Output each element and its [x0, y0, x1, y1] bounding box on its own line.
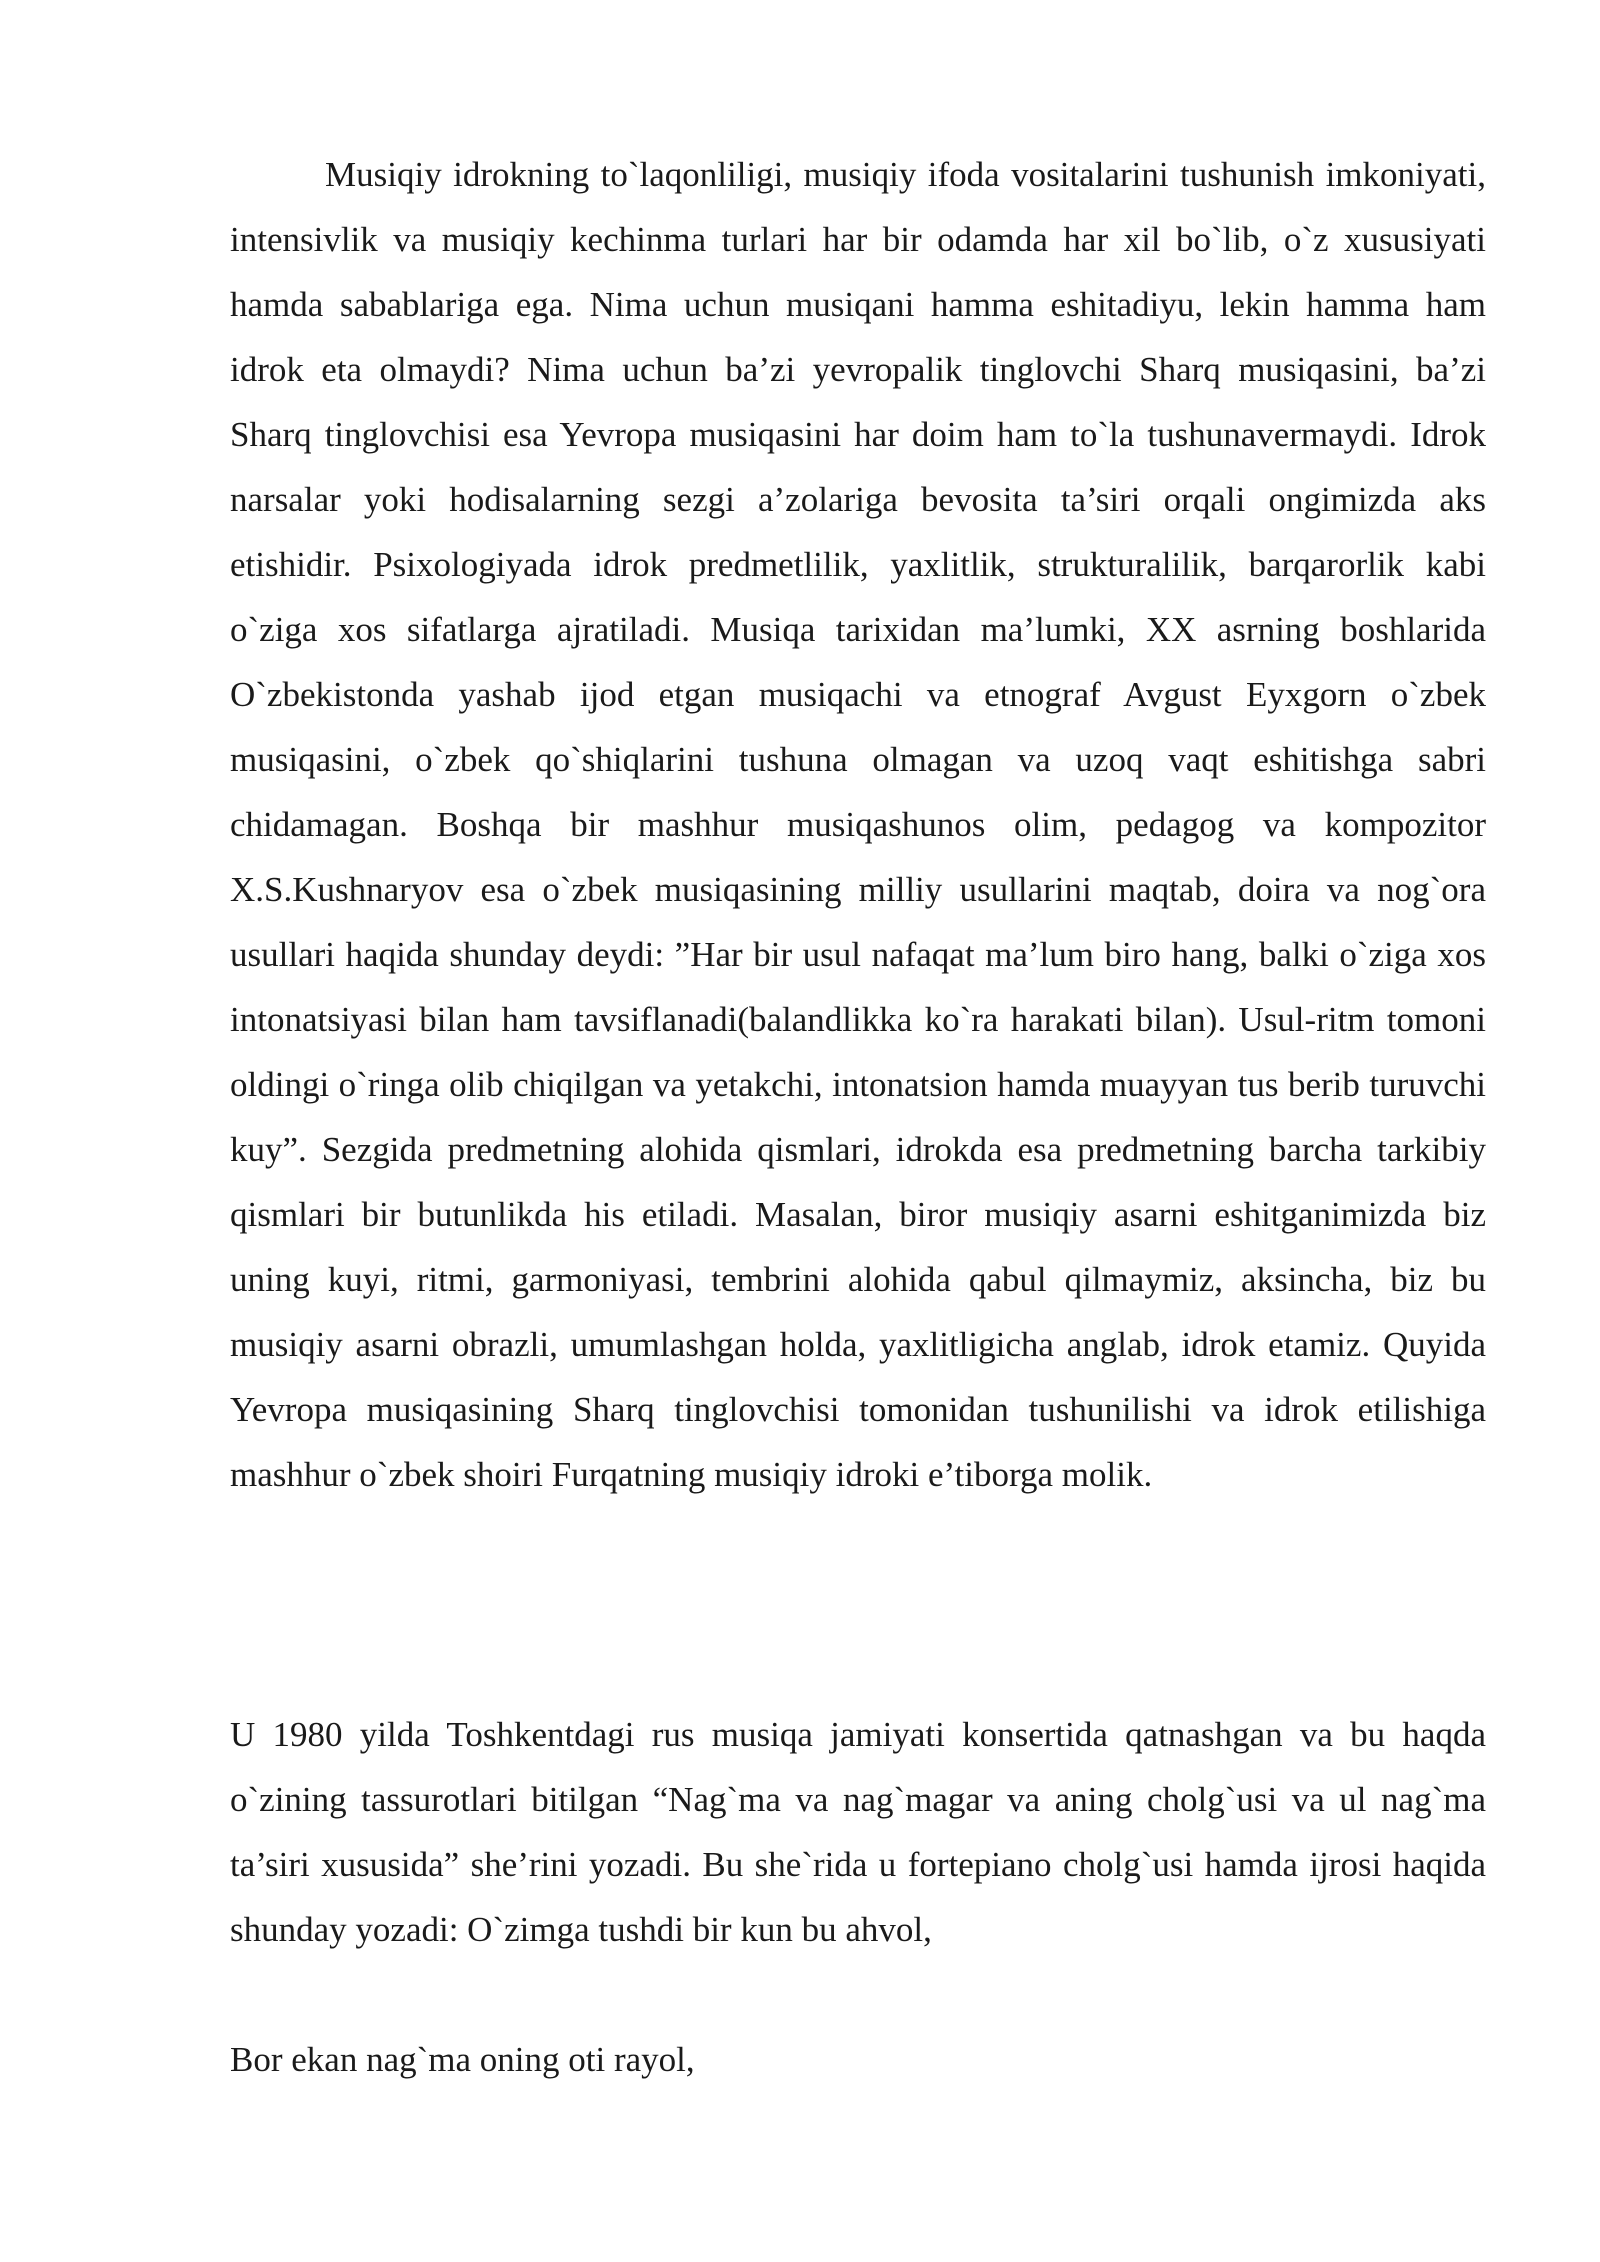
verse-line: Bor ekan nag`ma oning oti rayol, [230, 2040, 695, 2079]
body-paragraph-1: Musiqiy idrokning to`laqonliligi, musiqiy ifoda vositalarini tushunish imkoniyati, intensivlik va musiqiy kechinma turlari har bir odamda har xil bo`lib, o`z xususiyati hamda sabablariga ega. Nima uchun musiqani hamma eshitadiyu, lekin hamma ham idrok eta olmaydi? Nima uchun ba’zi yevropalik tinglovchi Sharq musiqasini, ba’zi Sharq tinglovchisi esa Yevropa musiqasini har doim ham to`la tushunavermaydi. Idrok narsalar yoki hodisalarning sezgi a’zolariga bevosita ta’siri orqali ongimizda aks etishidir. Psixologiyada idrok predmetlilik, yaxlitlik, strukturalilik, barqarorlik kabi o`ziga xos sifatlarga ajratiladi. Musiqa tarixidan ma’lumki, XX asrning boshlarida O`zbekistonda yashab ijod etgan musiqachi va etnograf Avgust Eyxgorn o`zbek musiqasini, o`zbek qo`shiqlarini tushuna olmagan va uzoq vaqt eshitishga sabri chidamagan. Boshqa bir mashhur musiqashunos olim, pedagog va kompozitor X.S.Kushnaryov esa o`zbek musiqasining milliy usullarini maqtab, doira va nog`ora usullari haqida shunday deydi: ”Har bir usul nafaqat ma’lum biro hang, balki o`ziga xos intonatsiyasi bilan ham tavsiflanadi(balandlikka ko`ra harakati bilan). Usul-ritm tomoni oldingi o`ringa olib chiqilgan va yetakchi, intonatsion hamda muayyan tus berib turuvchi kuy”. Sezgida predmetning alohida qismlari, idrokda esa predmetning barcha tarkibiy qismlari bir butunlikda his etiladi. Masalan, biror musiqiy asarni eshitganimizda biz uning kuyi, ritmi, garmoniyasi, tembrini alohida qabul qilmaymiz, aksincha, biz bu musiqiy asarni obrazli, umumlashgan holda, yaxlitligicha anglab, idrok etamiz. Quyida Yevropa musiqasining Sharq tinglovchisi tomonidan tushunilishi va idrok etilishiga mashhur o`zbek shoiri Furqatning musiqiy idroki e’tiborga molik. [230, 155, 1486, 1494]
body-paragraph-2: U 1980 yilda Toshkentdagi rus musiqa jamiyati konsertida qatnashgan va bu haqda o`zining tassurotlari bitilgan “Nag`ma va nag`magar va aning cholg`usi va ul nag`ma ta’siri xususida” she’rini yozadi. Bu she`rida u fortepiano cholg`usi hamda ijrosi haqida shunday yozadi: O`zimga tushdi bir kun bu ahvol, [230, 1715, 1486, 1949]
